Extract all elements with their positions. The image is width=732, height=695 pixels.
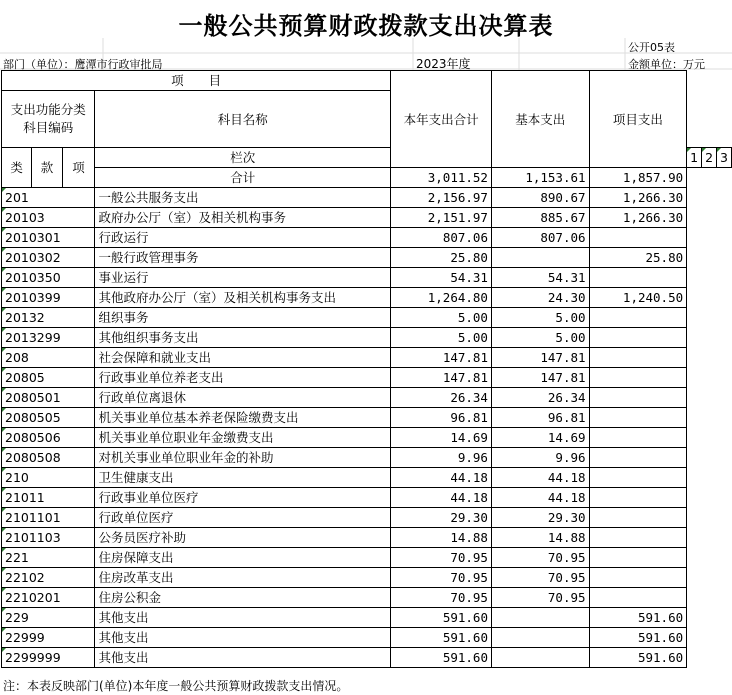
row-basic: 5.00 [491,328,589,348]
row-project [589,508,687,528]
row-subject-name: 其他支出 [95,628,391,648]
report-year: 2023年度 [416,57,471,71]
row-subject-name: 其他支出 [95,608,391,628]
row-code: 2080508 [2,448,95,468]
table-row [2,328,732,348]
row-total: 1,264.80 [391,288,492,308]
table-row [2,508,732,528]
row-total: 25.80 [391,248,492,268]
total-sum: 3,011.52 [391,168,492,188]
row-project [589,268,687,288]
row-project [589,368,687,388]
row-total: 14.69 [391,428,492,448]
row-code: 2080506 [2,428,95,448]
row-code: 201 [2,188,95,208]
row-basic: 26.34 [491,388,589,408]
row-subject-name: 机关事业单位基本养老保险缴费支出 [95,408,391,428]
report-title: 一般公共预算财政拨款支出决算表 [178,11,554,40]
row-total: 70.95 [391,548,492,568]
table-row [2,388,732,408]
table-row [2,188,732,208]
row-code: 2210201 [2,588,95,608]
row-code: 2013299 [2,328,95,348]
row-subject-name: 一般公共服务支出 [95,188,391,208]
row-subject-name: 行政事业单位养老支出 [95,368,391,388]
row-project [589,548,687,568]
table-row [2,208,732,228]
total-label: 合计 [95,168,391,188]
row-total: 5.00 [391,328,492,348]
header-project: 项 目 [2,71,391,91]
row-basic: 147.81 [491,368,589,388]
row-total: 147.81 [391,368,492,388]
col-number-3: 3 [717,148,732,168]
table-row [2,248,732,268]
row-total: 591.60 [391,648,492,668]
row-subject-name: 卫生健康支出 [95,468,391,488]
table-row [2,548,732,568]
table-row [2,288,732,308]
row-subject-name: 行政单位医疗 [95,508,391,528]
row-code: 2010350 [2,268,95,288]
row-total: 26.34 [391,388,492,408]
row-code: 221 [2,548,95,568]
row-basic [491,648,589,668]
form-number: 公开05表 [628,41,675,54]
row-project [589,448,687,468]
row-subject-name: 政府办公厅（室）及相关机构事务 [95,208,391,228]
row-subject-name: 行政运行 [95,228,391,248]
row-project [589,408,687,428]
row-project [589,528,687,548]
row-subject-name: 一般行政管理事务 [95,248,391,268]
header-col-total: 本年支出合计 [391,71,492,168]
row-basic: 70.95 [491,588,589,608]
row-basic: 14.69 [491,428,589,448]
row-basic: 29.30 [491,508,589,528]
row-basic: 147.81 [491,348,589,368]
row-subject-name: 住房改革支出 [95,568,391,588]
row-subject-name: 组织事务 [95,308,391,328]
row-total: 70.95 [391,588,492,608]
row-project [589,308,687,328]
row-subject-name: 住房公积金 [95,588,391,608]
row-code: 2299999 [2,648,95,668]
table-row [2,568,732,588]
row-subject-name: 行政事业单位医疗 [95,488,391,508]
row-subject-name: 其他政府办公厅（室）及相关机构事务支出 [95,288,391,308]
header-subject-name: 科目名称 [95,91,391,148]
row-total: 2,151.97 [391,208,492,228]
row-project: 1,266.30 [589,208,687,228]
col-number-1: 1 [687,148,702,168]
row-basic: 14.88 [491,528,589,548]
row-project [589,348,687,368]
row-project: 1,240.50 [589,288,687,308]
table-row [2,488,732,508]
row-basic [491,608,589,628]
table-row [2,608,732,628]
table-row [2,588,732,608]
total-project: 1,857.90 [589,168,687,188]
row-code: 210 [2,468,95,488]
row-basic: 96.81 [491,408,589,428]
row-total: 70.95 [391,568,492,588]
table-row [2,628,732,648]
header-func-code: 支出功能分类科目编码 [2,91,95,148]
table-row [2,308,732,328]
row-code: 20132 [2,308,95,328]
row-total: 2,156.97 [391,188,492,208]
row-total: 591.60 [391,608,492,628]
row-project: 591.60 [589,608,687,628]
row-code: 229 [2,608,95,628]
header-lei: 类 [2,148,32,188]
row-project: 591.60 [589,648,687,668]
amount-unit: 金额单位：万元 [628,58,705,71]
row-total: 44.18 [391,488,492,508]
header-kuan: 款 [32,148,62,188]
row-code: 2080505 [2,408,95,428]
row-basic: 5.00 [491,308,589,328]
row-basic: 807.06 [491,228,589,248]
row-basic: 70.95 [491,568,589,588]
header-col-basic: 基本支出 [491,71,589,168]
row-project [589,488,687,508]
row-code: 208 [2,348,95,368]
table-row [2,648,732,668]
row-project [589,428,687,448]
row-code: 20805 [2,368,95,388]
table-row [2,428,732,448]
row-code: 2101103 [2,528,95,548]
table-row [2,468,732,488]
col-number-2: 2 [702,148,717,168]
row-total: 44.18 [391,468,492,488]
row-subject-name: 机关事业单位职业年金缴费支出 [95,428,391,448]
row-total: 54.31 [391,268,492,288]
row-basic: 44.18 [491,468,589,488]
row-code: 2101101 [2,508,95,528]
table-row [2,268,732,288]
row-project: 25.80 [589,248,687,268]
header-lanci: 栏次 [95,148,391,168]
row-project [589,468,687,488]
row-basic: 70.95 [491,548,589,568]
row-basic [491,248,589,268]
table-row [2,368,732,388]
row-code: 22999 [2,628,95,648]
row-code: 2010301 [2,228,95,248]
row-subject-name: 事业运行 [95,268,391,288]
row-total: 5.00 [391,308,492,328]
row-code: 2010399 [2,288,95,308]
row-project: 591.60 [589,628,687,648]
row-code: 2010302 [2,248,95,268]
header-xiang: 项 [62,148,95,188]
row-project [589,228,687,248]
row-basic [491,628,589,648]
table-row [2,408,732,428]
row-code: 21011 [2,488,95,508]
row-subject-name: 公务员医疗补助 [95,528,391,548]
row-project: 1,266.30 [589,188,687,208]
row-total: 14.88 [391,528,492,548]
table-note: 注：本表反映部门(单位)本年度一般公共预算财政拨款支出情况。 [3,679,349,693]
row-code: 2080501 [2,388,95,408]
row-total: 591.60 [391,628,492,648]
row-basic: 9.96 [491,448,589,468]
row-subject-name: 其他支出 [95,648,391,668]
row-project [589,328,687,348]
row-project [589,388,687,408]
row-basic: 44.18 [491,488,589,508]
row-total: 807.06 [391,228,492,248]
row-basic: 54.31 [491,268,589,288]
row-total: 147.81 [391,348,492,368]
row-basic: 24.30 [491,288,589,308]
row-subject-name: 对机关事业单位职业年金的补助 [95,448,391,468]
row-basic: 890.67 [491,188,589,208]
row-subject-name: 其他组织事务支出 [95,328,391,348]
header-col-project: 项目支出 [589,71,687,168]
row-subject-name: 住房保障支出 [95,548,391,568]
table-row [2,228,732,248]
row-total: 9.96 [391,448,492,468]
table-row [2,528,732,548]
row-code: 22102 [2,568,95,588]
row-subject-name: 社会保障和就业支出 [95,348,391,368]
row-project [589,568,687,588]
table-row [2,348,732,368]
department-label: 部门（单位）：鹰潭市行政审批局 [3,58,163,71]
row-project [589,588,687,608]
row-total: 29.30 [391,508,492,528]
total-basic: 1,153.61 [491,168,589,188]
row-total: 96.81 [391,408,492,428]
row-subject-name: 行政单位离退休 [95,388,391,408]
table-row [2,448,732,468]
row-basic: 885.67 [491,208,589,228]
row-code: 20103 [2,208,95,228]
expenditure-table [1,70,732,668]
